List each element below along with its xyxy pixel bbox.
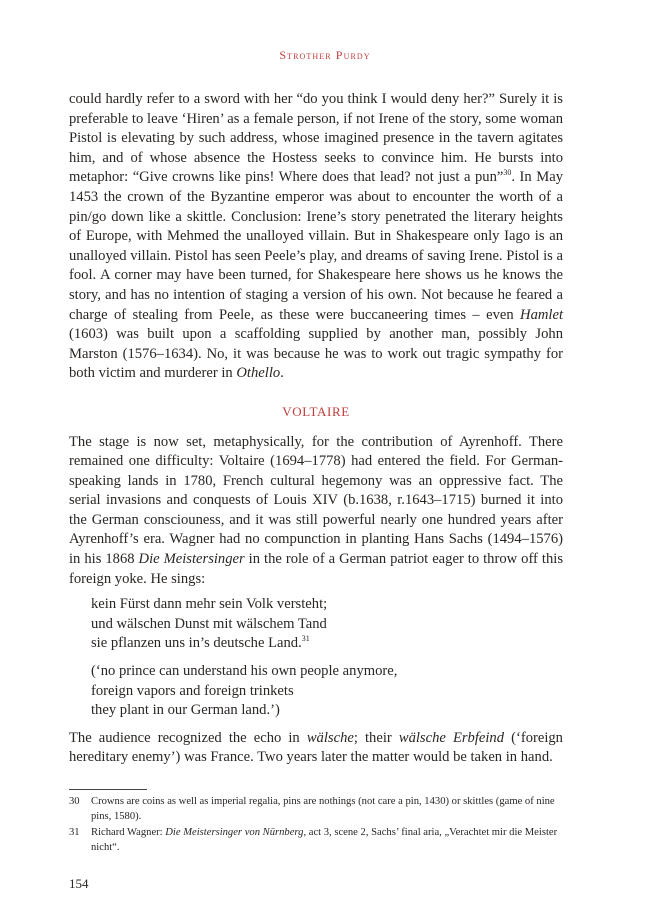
verse-english (91, 662, 563, 721)
footnote-text: Richard Wagner: Die Meistersinger von Nürnberg, act 3, scene 2, Sachs’ final aria, „Verachtet mir die Meister nicht“. (91, 827, 558, 853)
verse-german (91, 595, 563, 654)
footnote-ref-30[interactable]: 30 (503, 168, 512, 178)
verse-line: kein Fürst dann mehr sein Volk versteht; (91, 596, 328, 613)
footnote-ref-31[interactable]: 31 (301, 634, 310, 644)
paragraph-pistol: could hardly refer to a sword with her “do you think I would deny her?” Surely it is preferable to leave ‘Hiren’ as a female person, if not Irene of the story, some woman Pistol is elevating by such address, whose imagined presence in the tavern agitates him, and of whose absence the Hostess seeks to convince him. He bursts into metaphor: “Give crowns like pins! Where does that lead? not just a pun”$^{30}$. In May 1453 the crown of the Byzantine emperor was about to encounter the worth of a pin/go down like a skittle. Conclusion: Irene’s story penetrated the literary heights of Europe, with Mehmed the unalloyed villain. But in Shakespeare only Iago is an unalloyed villain. Pistol has seen Peele’s play, and dreams of saving Irene. Pistol is a fool. A corner may have been turned, for Shakespeare here shows us he knows the story, and has no intention of staging a version of his own. Not because he feared a charge of stealing from Peele, as these were buccaneering times – even Hamlet (1603) was built upon a scaffolding supplied by another man, possibly John Marston (1576–1634). No, it was because he was to work out tragic sympathy for both victim and murderer in Othello. (69, 91, 563, 382)
verse-line: (‘no prince can understand his own people anymore, (91, 663, 398, 680)
term-walsche: wälsche (306, 729, 354, 746)
footnote-number: 30 (69, 796, 80, 807)
term-erbfeind: wälsche Erbfeind (398, 729, 505, 746)
verse-line: und wälschen Dunst mit wälschem Tand (91, 615, 327, 632)
verse-line: they plant in our German land.’) (91, 702, 280, 719)
verse-line: sie pflanzen uns in’s deutsche Land.$^{31}$ (91, 634, 310, 652)
paragraph-audience: The audience recognized the echo in wälsche; their wälsche Erbfeind (‘foreign hereditary enemy’) was France. Two years later the matter would be taken in hand. (69, 729, 563, 766)
footnotes (69, 795, 563, 855)
title-hamlet: Hamlet (520, 306, 563, 323)
title-othello: Othello (236, 365, 281, 382)
section-heading: VOLTAIRE (282, 403, 350, 419)
running-head: Strother Purdy (279, 48, 371, 62)
footnote-31 (69, 826, 563, 855)
footnote-rule (69, 789, 147, 790)
main-text (69, 90, 563, 768)
paragraph-voltaire: The stage is now set, metaphysically, for the contribution of Ayrenhoff. There remained one difficulty: Voltaire (1694–1778) had entered the field. For German-speaking lands in 1780, French cultural hegemony was an oppressive fact. The serial invasions and conquests of Louis XIV (b.1638, r.1643–1715) burned it into the German consciouness, and it was still powerful nearly one hundred years after Ayrenhoff’s era. Wagner had no compunction in planting Hans Sachs (1494–1576) in his 1868 Die Meistersinger in the role of a German patriot eager to throw off this foreign yoke. He sings: (69, 433, 563, 587)
footnote-number: 31 (69, 827, 80, 838)
page-number: 154 (69, 876, 89, 891)
footnote-30 (69, 795, 563, 824)
verse-line: foreign vapors and foreign trinkets (91, 682, 294, 699)
title-meistersinger-nurnberg: Die Meistersinger von Nürnberg (165, 827, 304, 838)
title-meistersinger: Die Meistersinger (138, 551, 245, 568)
footnote-text: Crowns are coins as well as imperial regalia, pins are nothings (not care a pin, 1430) or skittles (game of nine pins, 1580). (91, 796, 555, 822)
